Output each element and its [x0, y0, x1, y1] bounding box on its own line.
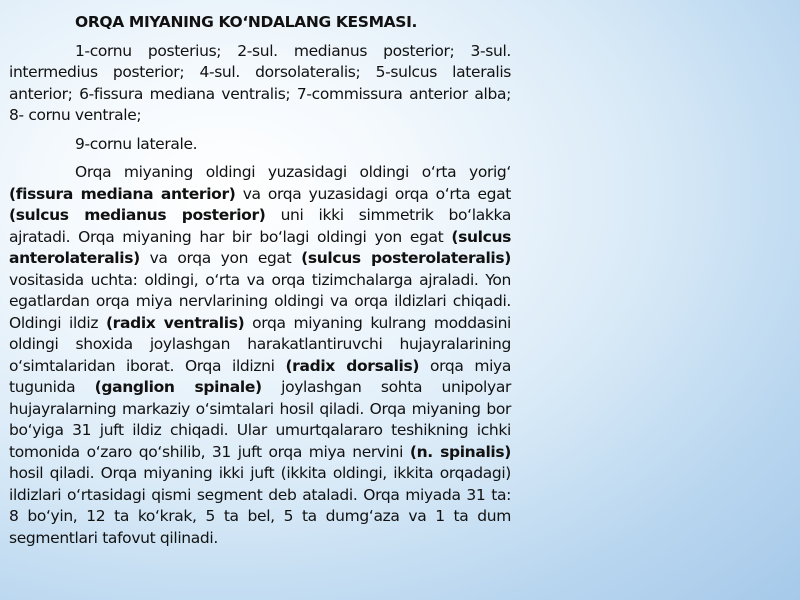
term-bold: (sulcus posterolateralis) [301, 249, 511, 267]
body-text: joylashgan sohta unipolyar hujayralarning markaziy o‘simtalari hosil qiladi. Orqa miyaning bor bo‘yiga 31 juft ildiz chiqadi. Ular umurtqalararo teshikning ichki tomonida o‘zaro qo‘shilib, 31 juft orqa miya nervini [9, 378, 511, 461]
body-text: va orqa yon egat [139, 249, 302, 267]
body-text: uni ikki simmetrik bo‘lakka ajratadi. Orqa miyaning har bir bo‘lagi oldingi yon egat [9, 206, 511, 246]
term-bold: (sulcus anterolateralis) [9, 227, 511, 267]
slide-title: ORQA MIYANING KO‘NDALANG KESMASI. [75, 13, 418, 31]
term-bold: (fissura mediana anterior) [9, 184, 236, 203]
slide-content [9, 12, 511, 556]
body-text: Orqa miyaning oldingi yuzasidagi oldingi o‘rta yorig‘ [75, 163, 511, 181]
figure-legend: 1-cornu posterius; 2-sul. medianus posterior; 3-sul. intermedius posterior; 4-sul. dorsolateralis; 5-sulcus lateralis anterior; 6-fissura mediana ventralis; 7-commissura anterior alba; 8- cornu ventrale; [9, 41, 511, 124]
figure-legend-extra: 9-cornu laterale. [75, 134, 198, 153]
term-bold: (radix dorsalis) [285, 356, 420, 375]
term-bold: (ganglion spinale) [94, 378, 262, 396]
body-text: va orqa yuzasidagi orqa o‘rta egat [235, 184, 511, 203]
term-bold: (radix ventralis) [105, 313, 245, 332]
body-text: orqa miya tugunida [9, 356, 512, 396]
body-text: hosil qiladi. Orqa miyaning ikki juft (ikkita oldingi, ikkita orqadagi) ildizlari o‘rtasidagi qismi segment deb ataladi. Orqa miyada 31 ta: 8 bo‘yin, 12 ta ko‘krak, 5 ta bel, 5 ta dumg‘aza va 1 ta dum segmentlari tafovut qilinadi. [9, 464, 511, 547]
term-bold: (n. spinalis) [409, 442, 512, 461]
body-paragraph [9, 162, 511, 549]
body-text: orqa miyaning kulrang moddasini oldingi shoxida joylashgan harakatlantiruvchi hujayralarining o‘simtalaridan iborat. Orqa ildizni [9, 313, 511, 375]
body-text: vositasida uchta: oldingi, o‘rta va orqa tizimchalarga ajraladi. Yon egatlardan orqa miya nervlarining oldingi va orqa ildizlari chiqadi. Oldingi ildiz [9, 270, 511, 332]
term-bold: (sulcus medianus posterior) [9, 206, 266, 224]
